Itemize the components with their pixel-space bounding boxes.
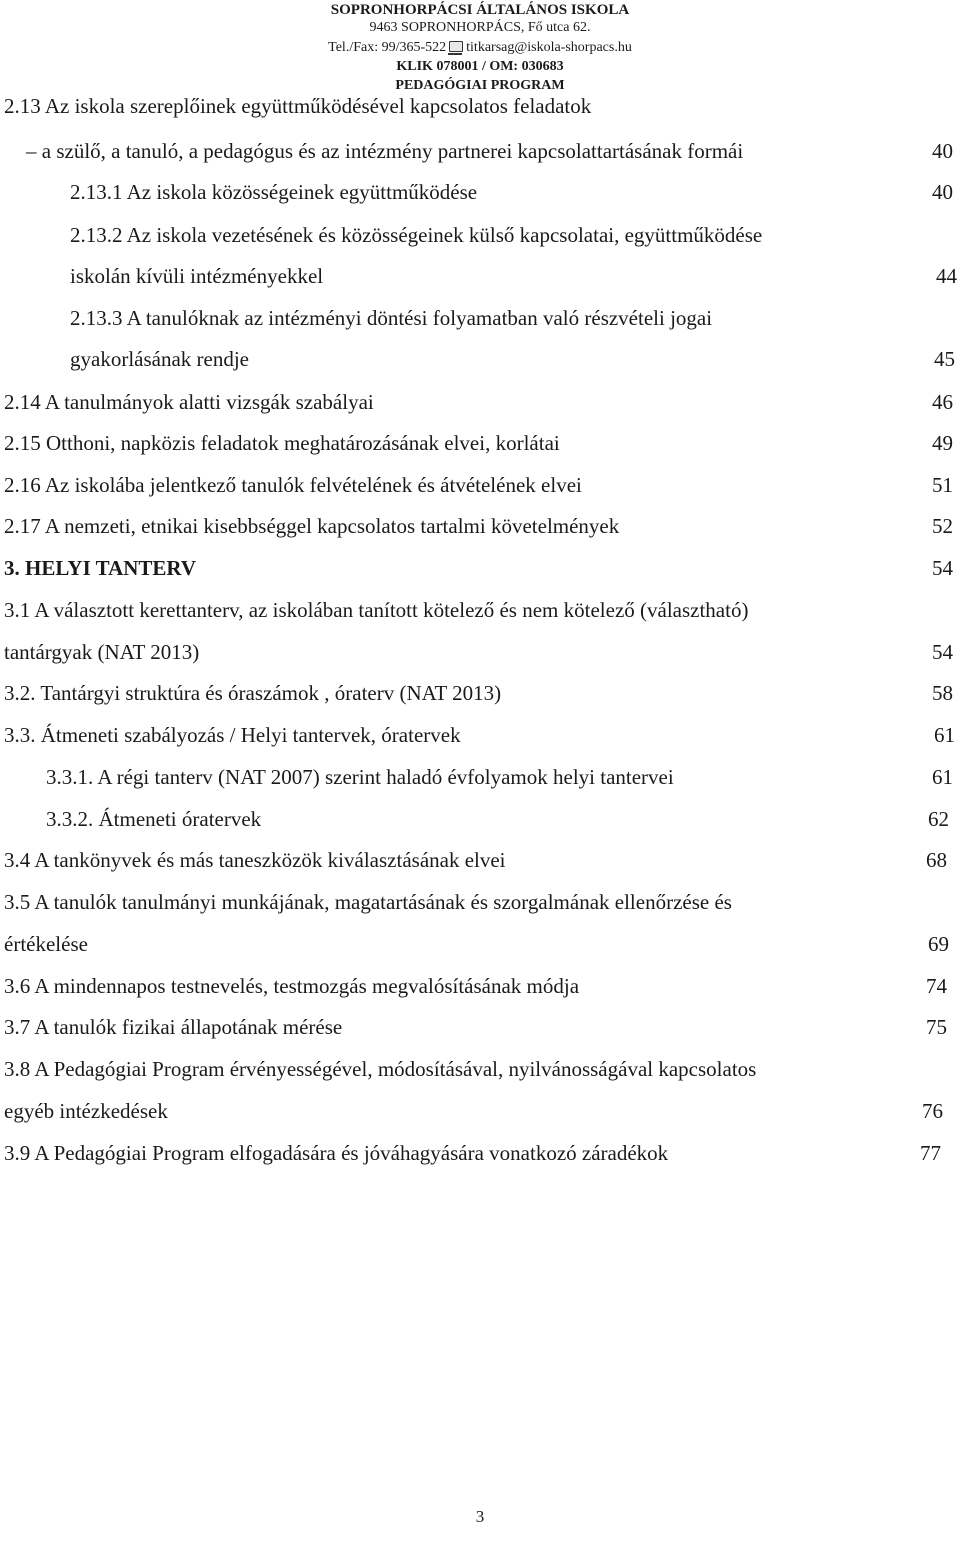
toc-entry-text: 2.13.2 Az iskola vezetésének és közösségeinek külső kapcsolatai, együttműködése	[70, 223, 763, 247]
toc-entry-page: 69	[928, 932, 949, 956]
toc-entry-text: 2.13.1 Az iskola közösségeinek együttműködése	[70, 180, 478, 204]
toc-entry-page: 49	[932, 431, 953, 455]
toc-entry-text: 2.17 A nemzeti, etnikai kisebbséggel kapcsolatos tartalmi követelmények	[4, 514, 620, 538]
toc-entry-text: 2.14 A tanulmányok alatti vizsgák szabályai	[4, 390, 374, 414]
toc-entry-text: 3.5 A tanulók tanulmányi munkájának, magatartásának és szorgalmának ellenőrzése és	[4, 890, 732, 914]
toc-entry-page: 68	[926, 848, 947, 872]
toc-entry-page: 46	[932, 390, 953, 414]
toc-entry-text: 2.13.3 A tanulóknak az intézményi döntési folyamatban való részvételi jogai	[70, 306, 713, 330]
toc-entry-text: iskolán kívüli intézményekkel	[70, 264, 324, 288]
toc-entry-text: 3.8 A Pedagógiai Program érvényességével, módosításával, nyilvánosságával kapcsolatos	[4, 1057, 757, 1081]
computer-icon	[449, 41, 463, 52]
toc-entry-page: 40	[932, 180, 953, 204]
toc-entry-text: tantárgyak (NAT 2013)	[4, 640, 200, 664]
toc-entry-text: 3.7 A tanulók fizikai állapotának mérése	[4, 1015, 343, 1039]
toc-entry-page: 62	[928, 807, 949, 831]
toc-entry-text: 3.1 A választott kerettanterv, az iskolában tanított kötelező és nem kötelező (választható)	[4, 598, 749, 622]
toc-entry-page: 44	[936, 264, 957, 288]
toc-entry-page: 54	[932, 640, 953, 664]
toc-entry-page: 61	[934, 723, 955, 747]
page-number: 3	[475, 1507, 485, 1526]
toc-entry-text: 3.3. Átmeneti szabályozás / Helyi tantervek, óratervek	[4, 723, 461, 747]
toc-entry-page: 54	[932, 556, 953, 580]
toc-chapter-heading: 3. HELYI TANTERV	[4, 556, 197, 580]
toc-entry-page: 75	[926, 1015, 947, 1039]
toc-entry-text: gyakorlásának rendje	[70, 347, 250, 371]
toc-entry-page: 58	[932, 681, 953, 705]
toc-entry-text: 2.15 Otthoni, napközis feladatok meghatározásának elvei, korlátai	[4, 431, 560, 455]
school-address: 9463 SOPRONHORPÁCS, Fő utca 62.	[369, 20, 591, 35]
toc-entry-text: 2.13 Az iskola szereplőinek együttműködésével kapcsolatos feladatok	[4, 94, 592, 118]
toc-entry-text: 3.2. Tantárgyi struktúra és óraszámok , óraterv (NAT 2013)	[4, 681, 502, 705]
toc-entry-page: 45	[934, 347, 955, 371]
toc-entry-text: 3.3.1. A régi tanterv (NAT 2007) szerint haladó évfolyamok helyi tantervei	[46, 765, 674, 789]
toc-entry-text: egyéb intézkedések	[4, 1099, 168, 1123]
toc-entry-page: 52	[932, 514, 953, 538]
document-title: PEDAGÓGIAI PROGRAM	[395, 78, 565, 93]
toc-entry-page: 61	[932, 765, 953, 789]
toc-entry-text: értékelése	[4, 932, 88, 956]
toc-entry-page: 51	[932, 473, 953, 497]
toc-entry-page: 77	[920, 1141, 941, 1165]
email-text: titkarsag@iskola-shorpacs.hu	[466, 40, 632, 55]
phone-text: Tel./Fax: 99/365-522	[328, 40, 447, 55]
school-name: SOPRONHORPÁCSI ÁLTALÁNOS ISKOLA	[330, 2, 630, 18]
toc-entry-text: 3.3.2. Átmeneti óratervek	[46, 807, 262, 831]
toc-entry-text: 3.4 A tankönyvek és más taneszközök kiválasztásának elvei	[4, 848, 506, 872]
toc-entry-text: 3.9 A Pedagógiai Program elfogadására és jóváhagyására vonatkozó záradékok	[4, 1141, 669, 1165]
school-contact	[0, 40, 960, 56]
toc-entry-text: 3.6 A mindennapos testnevelés, testmozgás megvalósításának módja	[4, 974, 580, 998]
klik-om-code: KLIK 078001 / OM: 030683	[396, 59, 564, 74]
toc-entry-text: 2.16 Az iskolába jelentkező tanulók felvételének és átvételének elvei	[4, 473, 582, 497]
toc-entry-page: 74	[926, 974, 947, 998]
toc-entry-text: – a szülő, a tanuló, a pedagógus és az intézmény partnerei kapcsolattartásának formái	[26, 139, 744, 163]
toc-entry-page: 76	[922, 1099, 943, 1123]
toc-entry-page: 40	[932, 139, 953, 163]
